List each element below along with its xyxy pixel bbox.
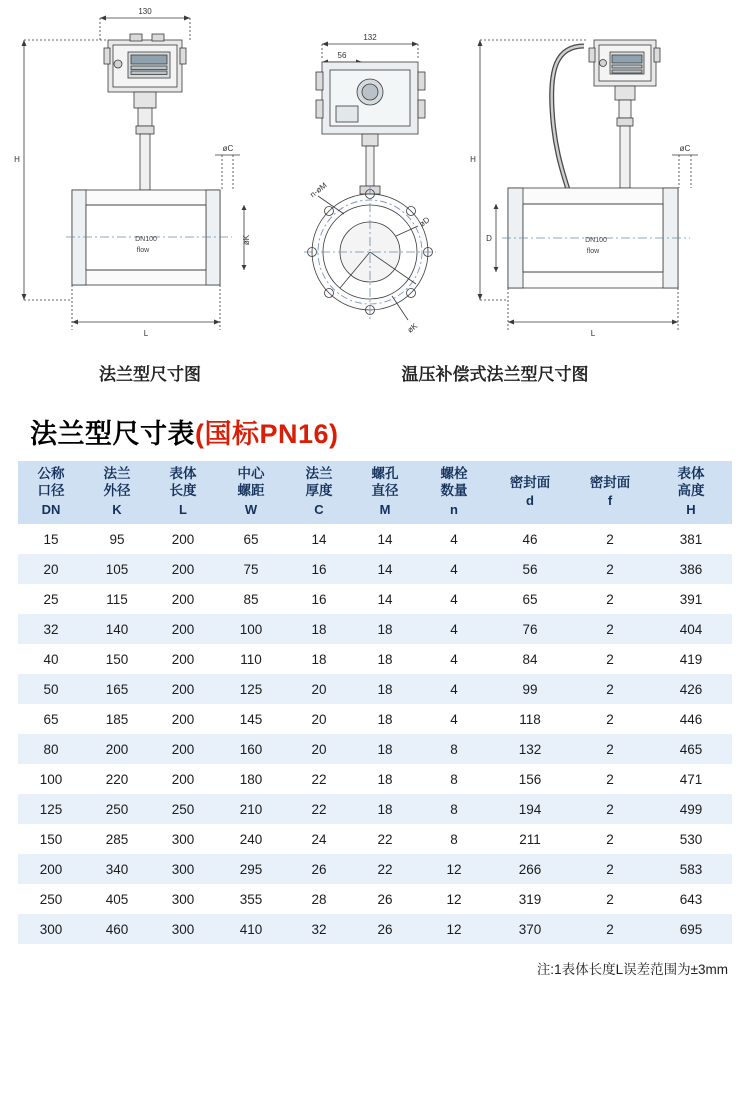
- drawing-captions: [0, 360, 750, 385]
- table-cell: 18: [352, 674, 418, 704]
- table-cell: 194: [490, 794, 570, 824]
- table-cell: 18: [352, 614, 418, 644]
- left-bore-label: øC: [222, 144, 234, 153]
- table-cell: 200: [150, 644, 216, 674]
- table-cell: 22: [352, 824, 418, 854]
- table-cell: 300: [150, 884, 216, 914]
- right-length-label: L: [590, 329, 596, 338]
- table-cell: 4: [418, 554, 490, 584]
- mid-depth-label: 56: [337, 51, 347, 60]
- dimension-table-container: [18, 461, 732, 944]
- table-cell: 85: [216, 584, 286, 614]
- table-cell: 18: [286, 614, 352, 644]
- th-d: 密封面 d: [490, 461, 570, 524]
- th-c: 法兰 厚度 C: [286, 461, 352, 524]
- table-cell: 405: [84, 884, 150, 914]
- table-cell: 211: [490, 824, 570, 854]
- table-cell: 8: [418, 734, 490, 764]
- table-cell: 200: [150, 734, 216, 764]
- mid-k-label: øK: [405, 321, 420, 335]
- right-diameter-label: D: [486, 234, 492, 243]
- table-cell: 24: [286, 824, 352, 854]
- table-cell: 2: [570, 674, 650, 704]
- table-cell: 2: [570, 554, 650, 584]
- table-cell: 20: [18, 554, 84, 584]
- table-cell: 250: [84, 794, 150, 824]
- table-cell: 75: [216, 554, 286, 584]
- table-cell: 2: [570, 644, 650, 674]
- table-cell: 426: [650, 674, 732, 704]
- table-cell: 20: [286, 674, 352, 704]
- table-cell: 471: [650, 764, 732, 794]
- table-cell: 2: [570, 884, 650, 914]
- table-row: [18, 704, 732, 734]
- table-cell: 105: [84, 554, 150, 584]
- table-cell: 26: [352, 884, 418, 914]
- table-cell: 40: [18, 644, 84, 674]
- table-cell: 18: [352, 704, 418, 734]
- table-cell: 12: [418, 854, 490, 884]
- table-cell: 14: [352, 524, 418, 554]
- table-row: [18, 734, 732, 764]
- th-n: 螺栓 数量 n: [418, 461, 490, 524]
- table-cell: 115: [84, 584, 150, 614]
- table-cell: 56: [490, 554, 570, 584]
- table-row: [18, 824, 732, 854]
- table-row: [18, 524, 732, 554]
- table-cell: 300: [150, 854, 216, 884]
- table-cell: 18: [352, 644, 418, 674]
- table-cell: 25: [18, 584, 84, 614]
- table-cell: 410: [216, 914, 286, 944]
- right-body-tag: DN100: [585, 237, 607, 244]
- table-cell: 16: [286, 584, 352, 614]
- table-cell: 2: [570, 854, 650, 884]
- table-cell: 200: [150, 554, 216, 584]
- table-cell: 125: [18, 794, 84, 824]
- table-cell: 200: [150, 674, 216, 704]
- table-cell: 2: [570, 584, 650, 614]
- table-cell: 156: [490, 764, 570, 794]
- table-cell: 32: [286, 914, 352, 944]
- table-cell: 386: [650, 554, 732, 584]
- table-cell: 84: [490, 644, 570, 674]
- table-cell: 65: [490, 584, 570, 614]
- table-cell: 200: [150, 524, 216, 554]
- table-cell: 583: [650, 854, 732, 884]
- table-cell: 2: [570, 764, 650, 794]
- technical-drawings-area: [0, 0, 750, 400]
- table-cell: 18: [286, 644, 352, 674]
- left-flange-label: øK: [242, 234, 251, 246]
- table-cell: 22: [286, 794, 352, 824]
- table-cell: 240: [216, 824, 286, 854]
- caption-flange-type: 法兰型尺寸图: [99, 365, 201, 384]
- table-cell: 319: [490, 884, 570, 914]
- table-row: [18, 644, 732, 674]
- table-cell: 643: [650, 884, 732, 914]
- table-cell: 125: [216, 674, 286, 704]
- table-row: [18, 884, 732, 914]
- table-cell: 20: [286, 734, 352, 764]
- table-cell: 200: [150, 614, 216, 644]
- table-cell: 28: [286, 884, 352, 914]
- table-cell: 26: [352, 914, 418, 944]
- table-cell: 530: [650, 824, 732, 854]
- table-cell: 99: [490, 674, 570, 704]
- table-cell: 2: [570, 824, 650, 854]
- table-cell: 4: [418, 524, 490, 554]
- right-height-label: H: [470, 155, 476, 164]
- table-cell: 220: [84, 764, 150, 794]
- table-cell: 18: [352, 764, 418, 794]
- table-row: [18, 554, 732, 584]
- table-cell: 200: [84, 734, 150, 764]
- table-cell: 160: [216, 734, 286, 764]
- left-body-tag: DN100: [135, 236, 157, 243]
- table-cell: 250: [18, 884, 84, 914]
- table-cell: 460: [84, 914, 150, 944]
- table-cell: 250: [150, 794, 216, 824]
- table-cell: 300: [18, 914, 84, 944]
- right-bore-label: øC: [679, 144, 691, 153]
- table-cell: 2: [570, 704, 650, 734]
- table-cell: 65: [216, 524, 286, 554]
- table-cell: 18: [352, 734, 418, 764]
- table-cell: 50: [18, 674, 84, 704]
- table-row: [18, 674, 732, 704]
- table-cell: 8: [418, 824, 490, 854]
- table-note: 注:1表体长度L误差范围为±3mm: [536, 962, 728, 978]
- th-k: 法兰 外径 K: [84, 461, 150, 524]
- dimension-table: [18, 461, 732, 944]
- table-cell: 165: [84, 674, 150, 704]
- left-body-sub: flow: [136, 247, 150, 254]
- table-cell: 391: [650, 584, 732, 614]
- table-cell: 266: [490, 854, 570, 884]
- table-cell: 200: [18, 854, 84, 884]
- table-cell: 404: [650, 614, 732, 644]
- page-title: [30, 412, 750, 451]
- th-dn: 公称 口径 DN: [18, 461, 84, 524]
- table-cell: 499: [650, 794, 732, 824]
- table-cell: 22: [286, 764, 352, 794]
- table-cell: 14: [352, 554, 418, 584]
- table-cell: 340: [84, 854, 150, 884]
- flange-face-drawing: [300, 0, 460, 360]
- table-cell: 200: [150, 584, 216, 614]
- table-cell: 300: [150, 914, 216, 944]
- th-l: 表体 长度 L: [150, 461, 216, 524]
- table-cell: 355: [216, 884, 286, 914]
- table-row: [18, 794, 732, 824]
- mid-width-label: 132: [363, 33, 377, 42]
- table-cell: 140: [84, 614, 150, 644]
- table-cell: 419: [650, 644, 732, 674]
- table-cell: 180: [216, 764, 286, 794]
- left-top-width-label: 130: [138, 7, 152, 16]
- table-cell: 20: [286, 704, 352, 734]
- right-body-sub: flow: [586, 248, 600, 255]
- table-cell: 150: [84, 644, 150, 674]
- left-length-label: L: [143, 329, 149, 338]
- flange-type-drawing: [0, 0, 300, 360]
- table-cell: 2: [570, 914, 650, 944]
- table-cell: 150: [18, 824, 84, 854]
- table-cell: 12: [418, 884, 490, 914]
- table-cell: 4: [418, 674, 490, 704]
- table-row: [18, 584, 732, 614]
- table-cell: 65: [18, 704, 84, 734]
- table-cell: 100: [18, 764, 84, 794]
- table-cell: 210: [216, 794, 286, 824]
- table-cell: 110: [216, 644, 286, 674]
- table-cell: 2: [570, 794, 650, 824]
- table-cell: 76: [490, 614, 570, 644]
- table-cell: 145: [216, 704, 286, 734]
- table-cell: 12: [418, 914, 490, 944]
- table-cell: 4: [418, 614, 490, 644]
- table-cell: 370: [490, 914, 570, 944]
- table-cell: 185: [84, 704, 150, 734]
- table-cell: 300: [150, 824, 216, 854]
- table-cell: 132: [490, 734, 570, 764]
- page-title-standard: (国标PN16): [195, 419, 339, 449]
- table-cell: 200: [150, 704, 216, 734]
- table-body: [18, 524, 732, 944]
- table-cell: 2: [570, 524, 650, 554]
- table-cell: 295: [216, 854, 286, 884]
- table-row: [18, 614, 732, 644]
- table-cell: 14: [352, 584, 418, 614]
- th-w: 中心 螺距 W: [216, 461, 286, 524]
- table-row: [18, 854, 732, 884]
- table-cell: 381: [650, 524, 732, 554]
- table-cell: 8: [418, 794, 490, 824]
- table-cell: 4: [418, 584, 490, 614]
- th-m: 螺孔 直径 M: [352, 461, 418, 524]
- table-cell: 8: [418, 764, 490, 794]
- temp-pressure-compensated-drawing: [460, 0, 750, 360]
- table-cell: 2: [570, 614, 650, 644]
- left-height-label: H: [14, 155, 20, 164]
- table-cell: 18: [352, 794, 418, 824]
- table-cell: 4: [418, 644, 490, 674]
- caption-temp-pressure-type: 温压补偿式法兰型尺寸图: [401, 365, 589, 384]
- table-cell: 2: [570, 734, 650, 764]
- table-header-row: [18, 461, 732, 524]
- table-cell: 285: [84, 824, 150, 854]
- table-cell: 465: [650, 734, 732, 764]
- table-cell: 100: [216, 614, 286, 644]
- table-cell: 118: [490, 704, 570, 734]
- table-cell: 95: [84, 524, 150, 554]
- th-h: 表体 高度 H: [650, 461, 732, 524]
- table-cell: 80: [18, 734, 84, 764]
- table-cell: 15: [18, 524, 84, 554]
- table-cell: 16: [286, 554, 352, 584]
- table-cell: 46: [490, 524, 570, 554]
- table-cell: 14: [286, 524, 352, 554]
- table-cell: 26: [286, 854, 352, 884]
- table-cell: 200: [150, 764, 216, 794]
- table-cell: 22: [352, 854, 418, 884]
- table-row: [18, 914, 732, 944]
- table-cell: 446: [650, 704, 732, 734]
- table-cell: 32: [18, 614, 84, 644]
- mid-holes-label: n-øM: [308, 180, 329, 200]
- th-f: 密封面 f: [570, 461, 650, 524]
- table-cell: 695: [650, 914, 732, 944]
- table-cell: 4: [418, 704, 490, 734]
- table-row: [18, 764, 732, 794]
- page-title-main: 法兰型尺寸表: [30, 419, 195, 449]
- mid-d-label: øD: [417, 215, 432, 229]
